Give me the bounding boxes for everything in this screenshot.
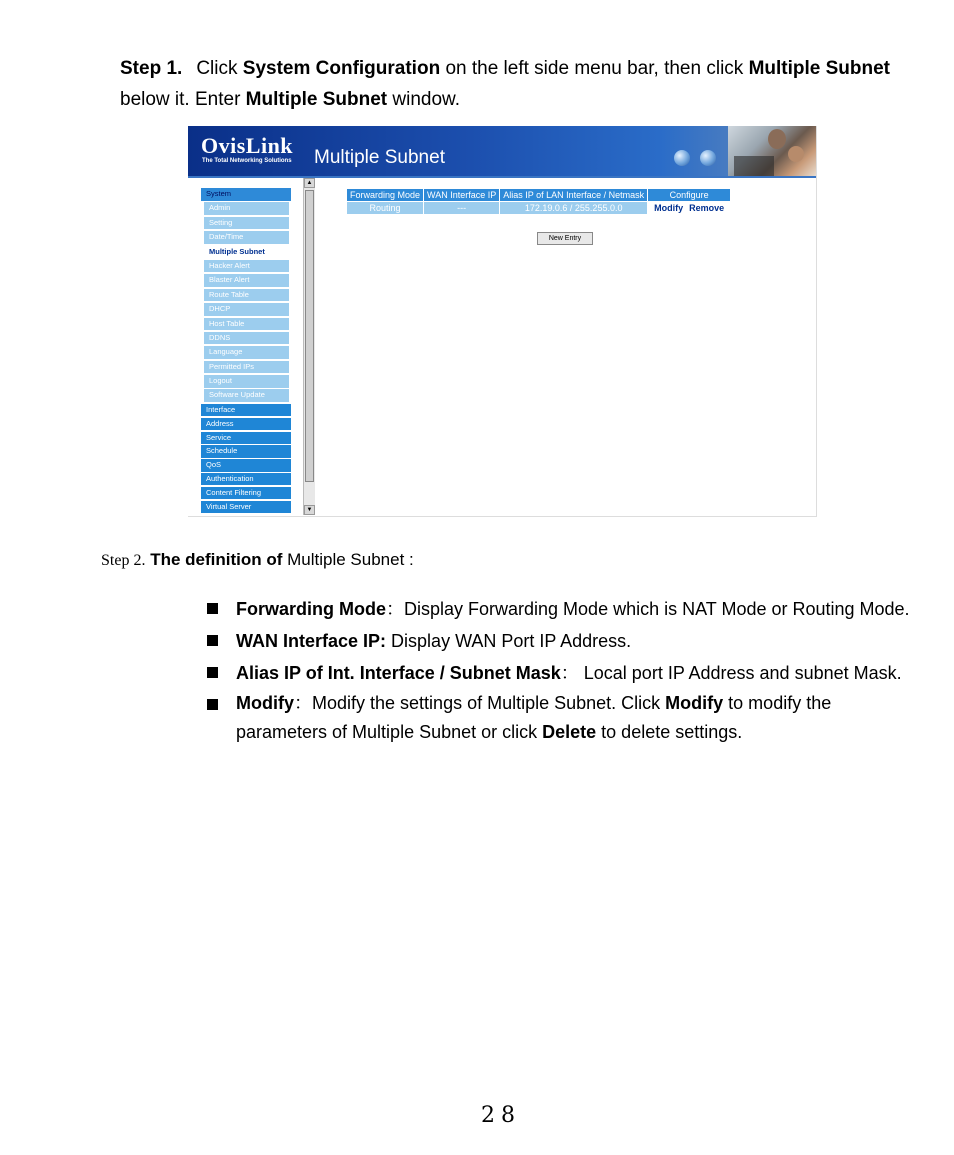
sidebar-item-admin[interactable]: Admin xyxy=(204,202,289,215)
bullet-square-icon xyxy=(207,667,218,678)
step1-text: below it. Enter xyxy=(120,89,246,110)
step2-label: Step 2. xyxy=(101,552,146,569)
menu-qos[interactable]: QoS xyxy=(201,459,291,472)
definition-list xyxy=(205,593,915,747)
sidebar-item-software-update[interactable]: Software Update xyxy=(204,389,289,402)
ovislink-logo: OvisLink xyxy=(201,133,294,158)
step1-text: window. xyxy=(387,89,460,110)
step2-heading xyxy=(101,548,414,573)
multiple-subnet-table xyxy=(346,188,731,215)
definition-separator: ： xyxy=(386,599,404,619)
remove-link[interactable]: Remove xyxy=(689,203,725,213)
menu-virtual-server[interactable]: Virtual Server xyxy=(201,501,291,514)
scroll-thumb[interactable] xyxy=(305,190,314,482)
wan-ip-cell: --- xyxy=(424,202,499,214)
menu-schedule[interactable]: Schedule xyxy=(201,445,291,458)
menu-service[interactable]: Service xyxy=(201,432,291,445)
step1-bold: Multiple Subnet xyxy=(748,58,891,79)
step1-bold: System Configuration xyxy=(242,58,441,79)
list-item xyxy=(205,625,915,657)
definition-term: Modify xyxy=(236,693,294,713)
sidebar-item-permitted-ips[interactable]: Permitted IPs xyxy=(204,361,289,374)
modify-link[interactable]: Modify xyxy=(654,203,684,213)
step2-text: Multiple Subnet : xyxy=(282,550,414,569)
header-banner xyxy=(188,126,816,176)
step1-text: on the left side menu bar, then click xyxy=(440,58,749,79)
list-item xyxy=(205,657,915,689)
definition-desc: Modify the settings of Multiple Subnet. Click xyxy=(312,693,666,713)
column-header: Alias IP of LAN Interface / Netmask xyxy=(500,189,647,201)
definition-desc: Display Forwarding Mode which is NAT Mode or Routing Mode. xyxy=(404,599,910,619)
column-header: Configure xyxy=(648,189,730,201)
step1-label: Step 1. xyxy=(120,58,183,79)
step2-bold: The definition of xyxy=(150,550,283,569)
sidebar-item-setting[interactable]: Setting xyxy=(204,217,289,230)
list-item xyxy=(205,593,915,625)
scrollbar[interactable] xyxy=(303,178,315,515)
bullet-square-icon xyxy=(207,603,218,614)
definition-desc: to modify the parameters of Multiple Subnet or click xyxy=(236,693,832,742)
sidebar-item-ddns[interactable]: DDNS xyxy=(204,332,289,345)
sidebar-item-host-table[interactable]: Host Table xyxy=(204,318,289,331)
step1-text: Click xyxy=(196,58,243,79)
sidebar-menu xyxy=(201,188,293,514)
globe-icon xyxy=(700,150,716,166)
sidebar-item-blaster-alert[interactable]: Blaster Alert xyxy=(204,274,289,287)
forwarding-mode-cell: Routing xyxy=(347,202,423,214)
sidebar-item-logout[interactable]: Logout xyxy=(204,375,289,388)
menu-system[interactable]: System xyxy=(201,188,291,201)
new-entry-button[interactable]: New Entry xyxy=(537,232,593,245)
configure-cell xyxy=(648,202,730,214)
sidebar-item-route-table[interactable]: Route Table xyxy=(204,289,289,302)
column-header: WAN Interface IP xyxy=(424,189,499,201)
step1-bold: Multiple Subnet xyxy=(245,89,388,110)
menu-interface[interactable]: Interface xyxy=(201,404,291,417)
sidebar-item-hacker-alert[interactable]: Hacker Alert xyxy=(204,260,289,273)
definition-separator: ： xyxy=(560,663,584,683)
scroll-down-icon[interactable]: ▼ xyxy=(304,505,315,515)
column-header: Forwarding Mode xyxy=(347,189,423,201)
scroll-up-icon[interactable]: ▲ xyxy=(304,178,315,188)
menu-authentication[interactable]: Authentication xyxy=(201,473,291,486)
globe-icon xyxy=(674,150,690,166)
router-ui-screenshot xyxy=(188,126,817,517)
definition-term: Forwarding Mode xyxy=(236,599,386,619)
definition-term: Alias IP of Int. Interface / Subnet Mask xyxy=(236,663,561,683)
menu-content-filtering[interactable]: Content Filtering xyxy=(201,487,291,500)
logo-tagline: The Total Networking Solutions xyxy=(202,158,292,164)
step1-paragraph xyxy=(120,53,910,115)
definition-desc: Display WAN Port IP Address. xyxy=(391,631,632,651)
table-row xyxy=(347,202,730,214)
menu-address[interactable]: Address xyxy=(201,418,291,431)
page-title: Multiple Subnet xyxy=(314,147,445,168)
list-item xyxy=(205,689,915,747)
sidebar-item-multiple-subnet[interactable]: Multiple Subnet xyxy=(204,246,289,259)
definition-separator: ： xyxy=(294,693,312,713)
definition-term: WAN Interface IP: xyxy=(236,631,387,651)
definition-desc-bold: Delete xyxy=(542,722,597,742)
sidebar-item-language[interactable]: Language xyxy=(204,346,289,359)
alias-ip-cell: 172.19.0.6 / 255.255.0.0 xyxy=(500,202,647,214)
page-number: 28 xyxy=(481,1103,521,1128)
definition-desc-bold: Modify xyxy=(665,693,724,713)
bullet-square-icon xyxy=(207,635,218,646)
sidebar-item-date-time[interactable]: Date/Time xyxy=(204,231,289,244)
definition-desc: Local port IP Address and subnet Mask. xyxy=(583,663,902,683)
sidebar-item-dhcp[interactable]: DHCP xyxy=(204,303,289,316)
banner-photo xyxy=(728,126,816,176)
header-divider xyxy=(188,176,816,178)
definition-desc: to delete settings. xyxy=(596,722,743,742)
bullet-square-icon xyxy=(207,699,218,710)
